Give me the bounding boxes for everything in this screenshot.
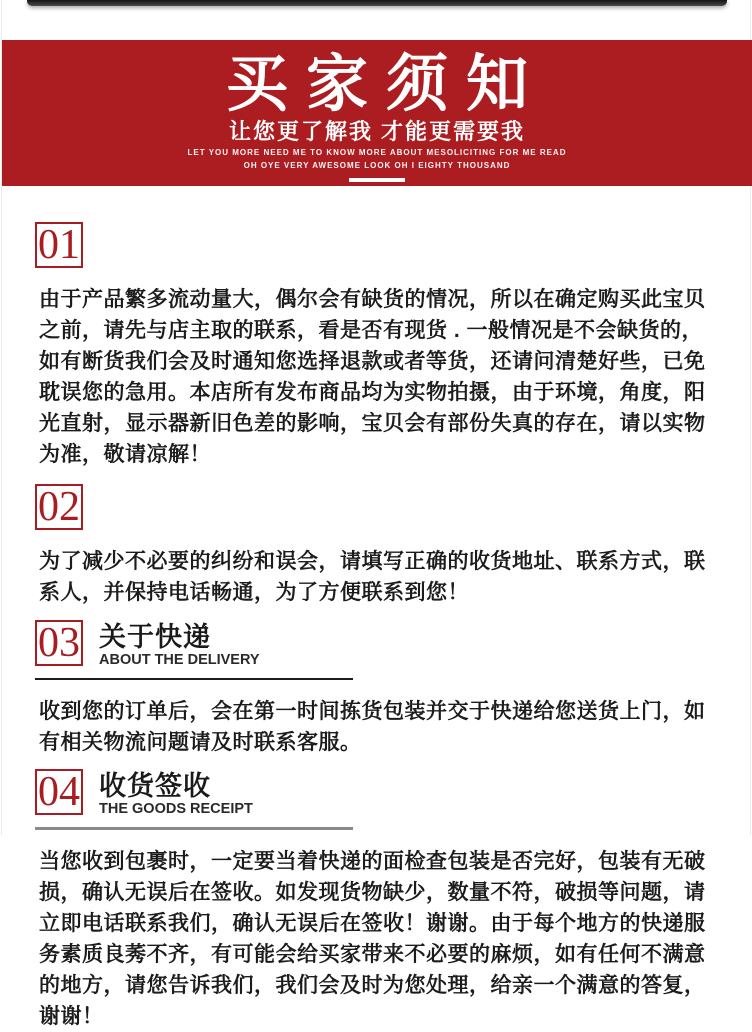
- section-number-badge: 04: [35, 769, 83, 815]
- section-heading: [99, 620, 260, 669]
- section-body-text: 收到您的订单后，会在第一时间拣货包装并交于快递给您送货上门，如有相关物流问题请及时联系客服。: [39, 700, 706, 754]
- notice-banner: [2, 40, 752, 186]
- section-heading: [99, 769, 253, 818]
- section-header: [35, 620, 719, 669]
- section-number-badge: 02: [35, 484, 83, 530]
- section-body-text: 为了减少不必要的纠纷和误会，请填写正确的收货地址、联系方式，联系人，并保持电话畅通，为了方便联系到您！: [39, 550, 706, 604]
- section-delivery: [35, 620, 719, 758]
- section-title: 关于快递: [99, 622, 211, 652]
- section-divider: [35, 678, 353, 680]
- section-receipt: [35, 769, 719, 1032]
- section-number-badge: 01: [35, 222, 83, 268]
- section-subtitle: THE GOODS RECEIPT: [99, 801, 253, 817]
- section-divider: [35, 827, 353, 830]
- banner-title: 买家须知: [225, 50, 546, 119]
- section-address-notice: [35, 484, 719, 608]
- section-header: [35, 769, 719, 818]
- section-subtitle: ABOUT THE DELIVERY: [99, 652, 260, 668]
- section-stock-notice: [35, 222, 719, 470]
- section-number-badge: 03: [35, 620, 83, 666]
- banner-tagline-line1: LET YOU MORE NEED ME TO KNOW MORE ABOUT MESOLICITING FOR ME READ: [187, 148, 567, 157]
- banner-subtitle: 让您更了解我 才能更需要我: [228, 119, 526, 144]
- banner-underline: [349, 178, 405, 182]
- banner-tagline-line2: OH OYE VERY AWESOME LOOK OH I EIGHTY THOUSAND: [243, 161, 511, 170]
- section-body-text: 当您收到包裹时，一定要当着快递的面检查包装是否完好，包装有无破损，确认无误后在签收。如发现货物缺少，数量不符，破损等问题，请立即电话联系我们，确认无误后在签收！谢谢。由于每个地方的快递服务素质良莠不齐，有可能会给买家带来不必要的麻烦，如有任何不满意的地方，请您告诉我们，我们会及时为您处理，给亲一个满意的答复，谢谢！: [39, 850, 706, 1028]
- section-body-text: 由于产品繁多流动量大，偶尔会有缺货的情况，所以在确定购买此宝贝之前，请先与店主取的联系，看是否有现货 . 一般情况是不会缺货的，如有断货我们会及时通知您选择退款或者等货，还请问清楚好些，已免耽误您的急用。本店所有发布商品均为实物拍摄，由于环境，角度，阳光直射，显示器新旧色差的影响，宝贝会有部份失真的存在，请以实物为准，敬请凉解！: [39, 288, 706, 466]
- top-divider-bar: [27, 0, 727, 6]
- notice-content: [2, 186, 752, 1032]
- section-title: 收货签收: [99, 771, 211, 801]
- buyer-notice-page: [1, 0, 751, 1028]
